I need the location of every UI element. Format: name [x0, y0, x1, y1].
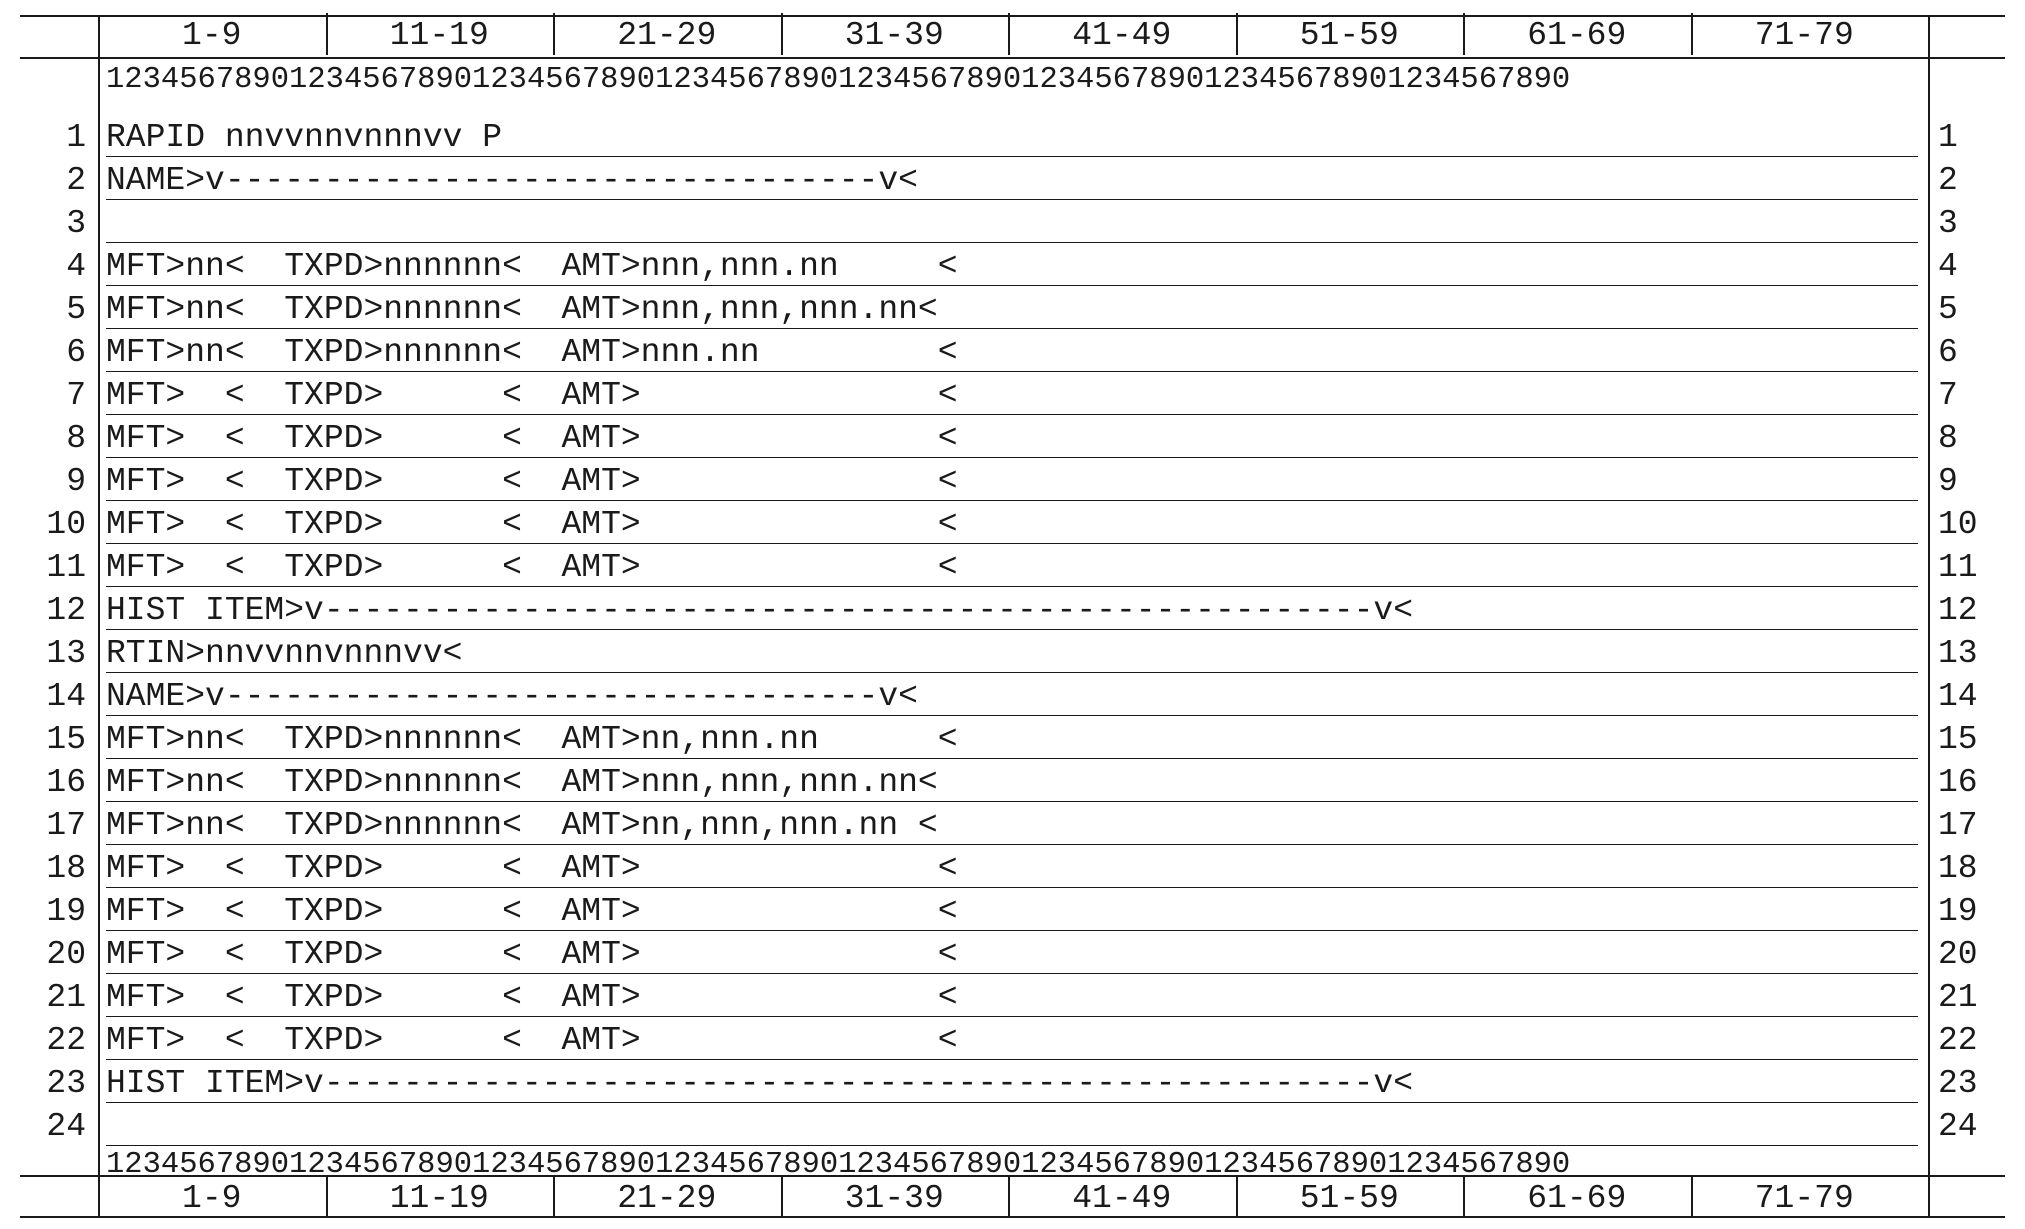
- column-group-label: 61-69: [1527, 1180, 1627, 1217]
- row-field-text[interactable]: MFT> < TXPD> < AMT> <: [106, 549, 958, 586]
- column-group-label: 1-9: [182, 17, 242, 54]
- column-group-label: 31-39: [844, 1180, 944, 1217]
- line-number-left: 1: [66, 119, 86, 156]
- grid-hline: [106, 801, 1918, 802]
- grid-vline: [1008, 1176, 1010, 1218]
- line-number-left: 23: [46, 1065, 86, 1102]
- line-number-right: 3: [1938, 205, 1958, 242]
- line-number-right: 4: [1938, 248, 1958, 285]
- column-group-label: 41-49: [1072, 1180, 1172, 1217]
- line-number-left: 16: [46, 764, 86, 801]
- row-field-text[interactable]: NAME>v---------------------------------v<: [106, 678, 918, 715]
- grid-hline: [106, 500, 1918, 501]
- row-field-text[interactable]: RAPID nnvvnnvnnnvv P: [106, 119, 503, 156]
- line-number-left: 6: [66, 334, 86, 371]
- column-group-label: 41-49: [1072, 17, 1172, 54]
- row-field-text[interactable]: MFT> < TXPD> < AMT> <: [106, 1022, 958, 1059]
- grid-vline: [553, 1176, 555, 1218]
- grid-vline: [1236, 1176, 1238, 1218]
- line-number-right: 2: [1938, 162, 1958, 199]
- grid-hline: [106, 328, 1918, 329]
- line-number-right: 12: [1938, 592, 1978, 629]
- line-number-left: 10: [46, 506, 86, 543]
- line-number-left: 11: [46, 549, 86, 586]
- line-number-left: 7: [66, 377, 86, 414]
- line-number-left: 18: [46, 850, 86, 887]
- line-number-right: 18: [1938, 850, 1978, 887]
- line-number-left: 22: [46, 1022, 86, 1059]
- line-number-right: 5: [1938, 291, 1958, 328]
- grid-hline: [106, 672, 1918, 673]
- line-number-left: 9: [66, 463, 86, 500]
- column-group-label: 51-59: [1299, 1180, 1399, 1217]
- column-group-label: 71-79: [1754, 17, 1854, 54]
- line-number-left: 8: [66, 420, 86, 457]
- column-group-label: 71-79: [1754, 1180, 1854, 1217]
- row-field-text[interactable]: MFT> < TXPD> < AMT> <: [106, 506, 958, 543]
- line-number-left: 15: [46, 721, 86, 758]
- column-group-label: 11-19: [389, 1180, 489, 1217]
- line-number-right: 23: [1938, 1065, 1978, 1102]
- grid-vline: [1236, 13, 1238, 55]
- grid-hline: [106, 844, 1918, 845]
- grid-hline: [106, 930, 1918, 931]
- grid-vline: [1928, 15, 1930, 1216]
- line-number-right: 19: [1938, 893, 1978, 930]
- grid-hline: [106, 758, 1918, 759]
- grid-hline: [106, 285, 1918, 286]
- line-number-left: 3: [66, 205, 86, 242]
- line-number-right: 10: [1938, 506, 1978, 543]
- line-number-left: 12: [46, 592, 86, 629]
- line-number-right: 1: [1938, 119, 1958, 156]
- line-number-right: 9: [1938, 463, 1958, 500]
- grid-hline: [106, 543, 1918, 544]
- column-group-label: 51-59: [1299, 17, 1399, 54]
- line-number-right: 22: [1938, 1022, 1978, 1059]
- grid-hline: [106, 887, 1918, 888]
- line-number-left: 19: [46, 893, 86, 930]
- row-field-text[interactable]: MFT>nn< TXPD>nnnnnn< AMT>nn,nnn.nn <: [106, 721, 958, 758]
- grid-hline: [106, 242, 1918, 243]
- grid-hline: [106, 629, 1918, 630]
- row-field-text[interactable]: NAME>v---------------------------------v<: [106, 162, 918, 199]
- grid-vline: [553, 13, 555, 55]
- line-number-right: 21: [1938, 979, 1978, 1016]
- grid-hline: [106, 1145, 1918, 1146]
- grid-vline: [1008, 13, 1010, 55]
- grid-vline: [326, 1176, 328, 1218]
- line-number-right: 24: [1938, 1108, 1978, 1145]
- grid-hline: [106, 973, 1918, 974]
- column-group-label: 11-19: [389, 17, 489, 54]
- grid-vline: [1463, 13, 1465, 55]
- grid-hline: [106, 457, 1918, 458]
- grid-vline: [1463, 1176, 1465, 1218]
- row-field-text[interactable]: MFT> < TXPD> < AMT> <: [106, 420, 958, 457]
- column-group-label: 21-29: [617, 17, 717, 54]
- line-number-left: 17: [46, 807, 86, 844]
- row-field-text[interactable]: HIST ITEM>v-----------------------------------------------------v<: [106, 592, 1414, 629]
- line-number-left: 20: [46, 936, 86, 973]
- grid-vline: [781, 1176, 783, 1218]
- grid-hline: [20, 1175, 2005, 1177]
- row-field-text[interactable]: MFT>nn< TXPD>nnnnnn< AMT>nnn.nn <: [106, 334, 958, 371]
- row-field-text[interactable]: MFT>nn< TXPD>nnnnnn< AMT>nn,nnn,nnn.nn <: [106, 807, 938, 844]
- line-number-left: 14: [46, 678, 86, 715]
- line-number-left: 5: [66, 291, 86, 328]
- grid-hline: [106, 1016, 1918, 1017]
- line-number-right: 11: [1938, 549, 1978, 586]
- line-number-right: 7: [1938, 377, 1958, 414]
- grid-vline: [326, 13, 328, 55]
- column-group-label: 31-39: [844, 17, 944, 54]
- grid-hline: [106, 586, 1918, 587]
- line-number-right: 15: [1938, 721, 1978, 758]
- row-field-text[interactable]: MFT>nn< TXPD>nnnnnn< AMT>nnn,nnn,nnn.nn<: [106, 291, 938, 328]
- row-field-text[interactable]: MFT> < TXPD> < AMT> <: [106, 979, 958, 1016]
- grid-vline: [98, 15, 100, 1216]
- screen-layout-form: [20, 15, 2005, 1215]
- row-field-text[interactable]: HIST ITEM>v-----------------------------------------------------v<: [106, 1065, 1414, 1102]
- line-number-right: 6: [1938, 334, 1958, 371]
- column-group-label: 1-9: [182, 1180, 242, 1217]
- row-field-text[interactable]: MFT> < TXPD> < AMT> <: [106, 377, 958, 414]
- line-number-left: 2: [66, 162, 86, 199]
- bottom-column-ruler: 12345678901234567890123456789012345678901234567890123456789012345678901234567890: [106, 1148, 1571, 1182]
- line-number-right: 16: [1938, 764, 1978, 801]
- grid-hline: [106, 1102, 1918, 1103]
- line-number-left: 13: [46, 635, 86, 672]
- line-number-right: 17: [1938, 807, 1978, 844]
- grid-hline: [20, 1216, 2005, 1218]
- row-field-text[interactable]: MFT> < TXPD> < AMT> <: [106, 893, 958, 930]
- grid-vline: [1691, 13, 1693, 55]
- grid-hline: [106, 1059, 1918, 1060]
- grid-hline: [106, 156, 1918, 157]
- line-number-right: 14: [1938, 678, 1978, 715]
- line-number-left: 24: [46, 1108, 86, 1145]
- column-group-label: 21-29: [617, 1180, 717, 1217]
- row-field-text[interactable]: MFT> < TXPD> < AMT> <: [106, 850, 958, 887]
- top-column-ruler: 12345678901234567890123456789012345678901234567890123456789012345678901234567890: [106, 63, 1571, 97]
- grid-hline: [106, 414, 1918, 415]
- line-number-left: 21: [46, 979, 86, 1016]
- grid-vline: [781, 13, 783, 55]
- row-field-text[interactable]: RTIN>nnvvnnvnnnvv<: [106, 635, 463, 672]
- row-field-text[interactable]: MFT>nn< TXPD>nnnnnn< AMT>nnn,nnn.nn <: [106, 248, 958, 285]
- grid-hline: [106, 371, 1918, 372]
- row-field-text[interactable]: MFT> < TXPD> < AMT> <: [106, 463, 958, 500]
- line-number-left: 4: [66, 248, 86, 285]
- grid-vline: [1691, 1176, 1693, 1218]
- grid-hline: [20, 57, 2005, 59]
- row-field-text[interactable]: MFT> < TXPD> < AMT> <: [106, 936, 958, 973]
- grid-hline: [106, 199, 1918, 200]
- line-number-right: 20: [1938, 936, 1978, 973]
- line-number-right: 13: [1938, 635, 1978, 672]
- column-group-label: 61-69: [1527, 17, 1627, 54]
- row-field-text[interactable]: MFT>nn< TXPD>nnnnnn< AMT>nnn,nnn,nnn.nn<: [106, 764, 938, 801]
- grid-hline: [106, 715, 1918, 716]
- line-number-right: 8: [1938, 420, 1958, 457]
- grid-hline: [20, 15, 2005, 17]
